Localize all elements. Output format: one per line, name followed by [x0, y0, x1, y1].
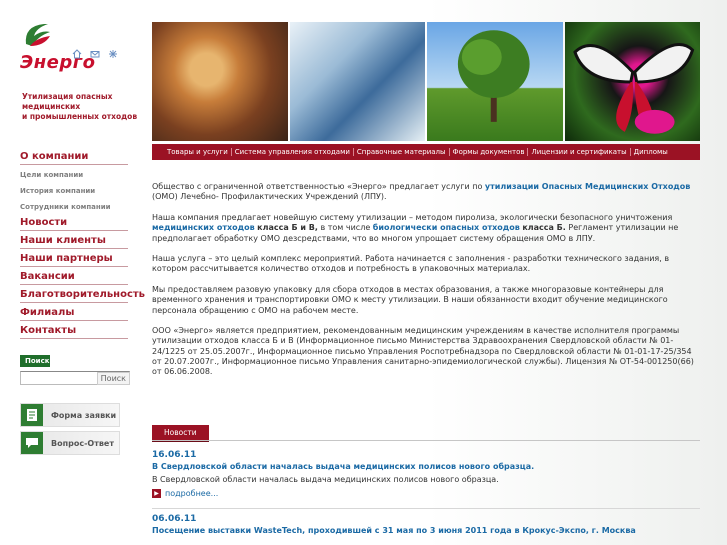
link-biohazard-waste[interactable]: биологически опасных отходов	[372, 223, 520, 233]
paragraph-license: ООО «Энерго» является предприятием, рекомендованным медицинским учреждениям в качестве исполнителя программы утилизации отходов класса Б и В (Информационное письмо Министерства Здравоохранения Свердловской области № 01-24/1225 от 25.05.2007г., Информационное письмо Управления Роспотребнадзора по Свердловской области № 01-01-17-25/354 от 20.07.2007г., Информационное письмо Управления санитарно-эпидемиологической службы). Лицензия № ОТ-54-001250(66) от 06.06.2008.	[152, 325, 694, 377]
banner-photo-tree	[427, 22, 563, 141]
home-icon[interactable]	[72, 44, 82, 54]
menu-item-vacancies[interactable]: Вакансии	[20, 270, 128, 285]
banner	[152, 22, 700, 141]
news-text: В Свердловской области началась выдача медицинских полисов нового образца.	[152, 475, 499, 484]
tagline-line: и промышленных отходов	[22, 112, 138, 122]
menu-sub-history[interactable]: История компании	[20, 187, 96, 195]
main-content	[152, 182, 700, 388]
text: Регламент утилизации не предполагает обработку ОМО дезсредствами, что во многом упрощает систему обращения ОМО в ЛПУ.	[152, 223, 679, 243]
top-icons	[72, 44, 118, 54]
news-date: 16.06.11	[152, 450, 197, 460]
news-heading[interactable]: Новости	[152, 425, 209, 442]
paragraph-system	[152, 213, 700, 244]
tagline	[22, 92, 140, 122]
text: Наша компания предлагает новейшую систему утилизации – методом пиролиза, экологически безопасного уничтожения	[152, 212, 673, 222]
logo-wordmark: Энерго	[20, 52, 96, 73]
order-form-button[interactable]	[20, 403, 120, 427]
menu-item-contacts[interactable]: Контакты	[20, 324, 128, 339]
paragraph-service: Наша услуга – это целый комплекс мероприятий. Работа начинается с заполнения - разработки технического задания, в котором рассчитывается количество отходов и потребность в упаковочных материалах.	[152, 253, 670, 274]
search-box	[20, 355, 130, 386]
logo-mark-icon	[22, 20, 52, 50]
search-label: Поиск	[20, 355, 50, 367]
tagline-line: Утилизация опасных	[22, 92, 113, 101]
news-date: 06.06.11	[152, 514, 197, 524]
text-bold: класса Б.	[522, 223, 566, 233]
nav-diplomas[interactable]: Дипломы	[633, 148, 668, 156]
text: в том числе	[320, 223, 371, 233]
news-more-label: подробнее...	[165, 489, 219, 498]
news-item	[152, 450, 700, 498]
menu-item-clients[interactable]: Наши клиенты	[20, 234, 128, 249]
order-form-label: Форма заявки	[51, 410, 117, 420]
mail-icon[interactable]	[90, 44, 100, 54]
menu-item-news[interactable]: Новости	[20, 216, 128, 231]
nav-waste-management[interactable]: Система управления отходами	[232, 148, 354, 156]
sitemap-icon[interactable]	[108, 44, 118, 54]
nav-products[interactable]: Товары и услуги	[164, 148, 232, 156]
main-menu	[20, 150, 145, 342]
tree-illustration	[427, 22, 563, 141]
banner-photo-children	[152, 22, 288, 141]
text-bold: класса Б и В,	[257, 223, 318, 233]
document-icon	[21, 404, 43, 426]
menu-sub-goals[interactable]: Цели компании	[20, 171, 84, 179]
banner-photo-butterfly	[565, 22, 701, 141]
link-medical-waste[interactable]: утилизации Опасных Медицинских Отходов	[484, 182, 691, 191]
faq-label: Вопрос-Ответ	[51, 438, 114, 448]
news-divider	[152, 440, 700, 441]
link-medical-waste-2[interactable]: медицинских отходов	[152, 223, 255, 233]
tagline-line: медицинских	[22, 102, 81, 112]
nav-reference[interactable]: Справочные материалы	[354, 148, 450, 156]
menu-item-branches[interactable]: Филиалы	[20, 306, 128, 321]
sidebar	[0, 0, 145, 545]
top-nav	[152, 144, 700, 160]
menu-sub-staff[interactable]: Сотрудники компании	[20, 203, 111, 211]
faq-button[interactable]	[20, 431, 120, 455]
news-more-link[interactable]	[152, 489, 700, 498]
banner-photo-medical	[290, 22, 426, 141]
menu-item-charity[interactable]: Благотворительность	[20, 288, 128, 303]
nav-licenses[interactable]: Лицензии и сертификаты	[528, 148, 630, 156]
search-button[interactable]: Поиск	[97, 372, 130, 385]
speech-bubble-icon	[21, 432, 43, 454]
butterfly-illustration	[565, 22, 701, 141]
news-item	[152, 514, 700, 535]
news-separator	[152, 508, 700, 509]
text: Общество с ограниченной ответственностью «Энерго» предлагает услуги по	[152, 182, 483, 191]
menu-item-about[interactable]: О компании	[20, 150, 128, 165]
news-title[interactable]: Посещение выставки WasteTech, проходившей с 31 мая по 3 июня 2011 года в Крокус-Экспо, г. Москва	[152, 526, 636, 535]
text: (ОМО) Лечебно- Профилактических Учреждений (ЛПУ).	[152, 192, 387, 202]
news-title[interactable]: В Свердловской области началась выдача медицинских полисов нового образца.	[152, 462, 535, 471]
nav-document-forms[interactable]: Формы документов	[450, 148, 529, 156]
arrow-right-icon: ▶	[152, 489, 161, 498]
paragraph-intro	[152, 182, 700, 203]
menu-item-partners[interactable]: Наши партнеры	[20, 252, 128, 267]
paragraph-packaging: Мы предоставляем разовую упаковку для сбора отходов в местах образования, а также многоразовые контейнеры для временного хранения и транспортировки ОМО к месту утилизации. В наши обязанности входит обучение медицинского персонала обращению с ОМО на рабочем месте.	[152, 284, 668, 315]
